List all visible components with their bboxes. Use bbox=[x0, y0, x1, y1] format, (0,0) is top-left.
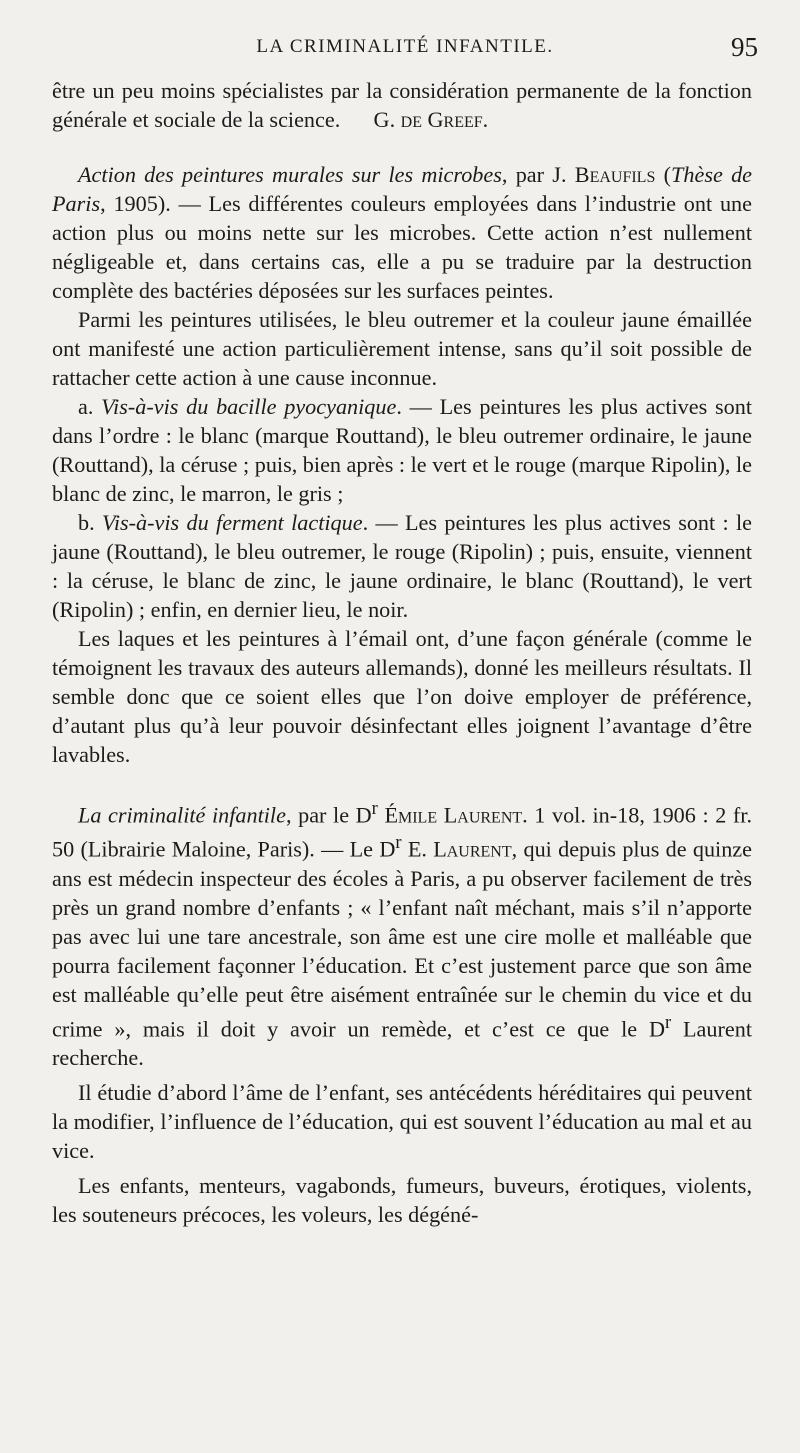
review-1-ending bbox=[52, 76, 752, 134]
review-3-text: , qui depuis plus de quinze ans est médecin inspecteur des écoles à Paris, a pu observer facilement de très près un grand nombre d’enfants ; « l’enfant naît méchant, mais s’il n’apporte pas avec lui une tare ancestrale, son âme est une cire molle et malléable que pourra facilement façonner l’éducation. Et c’est justement parce que son âme est malléable qu’elle peut être aisément entraînée sur le chemin du vice et du crime », mais il doit y avoir un remède, et c’est ce que le D bbox=[52, 836, 752, 1042]
review-1-signature: G. de Greef. bbox=[373, 107, 489, 132]
review-2-by: , par J. bbox=[501, 162, 575, 187]
item-a-text: . — Les peintures les plus actives sont dans l’ordre : le blanc (marque Routtand), le bleu outremer ordinaire, le jaune (Routtand), la céruse ; puis, bien après : le vert et le rouge (marque Ripolin), le blanc de zinc, le marron, le gris ; bbox=[52, 394, 752, 506]
review-2-paragraph-1: Action des peintures murales sur les microbes, par J. Beaufils (Thèse de Paris, 1905). — Les différentes couleurs employées dans l’industrie ont une action plus ou moins nette sur les microbes. Cette action n’est nullement négligeable et, dans certains cas, elle a pu se traduire par la destruction complète des bactéries déposées sur les surfaces peintes. bbox=[52, 162, 753, 303]
running-title: LA CRIMINALITÉ INFANTILE. bbox=[256, 36, 554, 57]
dr-superscript: r bbox=[665, 1012, 672, 1033]
page-number: 95 bbox=[731, 32, 758, 62]
review-3-author: Émile Laurent bbox=[384, 802, 523, 828]
review-3-ref: . 1 vol. in-18, 1906 : 2 fr. 50 (Librairie Maloine, Paris). — Le D bbox=[52, 802, 753, 862]
review-2-paragraph-2: Parmi les peintures utilisées, le bleu outremer et la couleur jaune émaillée ont manifesté une action particulièrement intense, sans qu’il soit possible de rattacher cette action à une cause inconnue. bbox=[52, 307, 752, 390]
review-2-item-a bbox=[52, 392, 752, 508]
dr-superscript: r bbox=[371, 799, 378, 819]
review-3-paragraph-1 bbox=[52, 795, 752, 1072]
review-2-item-b bbox=[52, 508, 752, 624]
review-3-paragraph-2: Il étudie d’abord l’âme de l’enfant, ses antécédents héréditaires qui peuvent la modifier, l’influence de l’éducation, qui est souvent l’éducation au mal et au vice. bbox=[52, 1080, 752, 1164]
item-b-text: . — Les peintures les plus actives sont : le jaune (Routtand), le bleu outremer, le rouge (Ripolin) ; puis, ensuite, viennent : la céruse, le blanc de zinc, le jaune ordinaire, le blanc (Routtand), le vert (Ripolin) ; enfin, en dernier lieu, le noir. bbox=[52, 510, 753, 622]
item-a-prefix: a. bbox=[78, 394, 102, 419]
review-2-title: Action des peintures murales sur les microbes bbox=[78, 162, 502, 187]
review-3-paragraph-3: Les enfants, menteurs, vagabonds, fumeurs, buveurs, érotiques, violents, les souteneurs précoces, les voleurs, les dégéné- bbox=[52, 1173, 752, 1228]
item-b-title: Vis-à-vis du ferment lactique bbox=[101, 510, 363, 535]
review-2-paragraph-4: Les laques et les peintures à l’émail ont, d’une façon générale (comme le témoignent les travaux des auteurs allemands), donné les meilleurs résultats. Il semble donc que ce soient elles que l’on doive employer de préférence, d’autant plus qu’à leur pouvoir désinfectant elles joignent l’avantage d’être lavables. bbox=[52, 626, 752, 767]
body-text bbox=[52, 76, 752, 1229]
review-3-author-short: E. Laurent bbox=[407, 836, 512, 862]
review-3-text-end: Laurent recherche. bbox=[52, 1016, 752, 1071]
item-b-prefix: b. bbox=[78, 510, 102, 535]
review-2-author: Beaufils bbox=[574, 162, 656, 187]
review-2-thesis: Thèse de Paris bbox=[52, 162, 753, 216]
review-3-by: , par le D bbox=[285, 802, 372, 828]
item-a-title: Vis-à-vis du bacille pyocyanique bbox=[101, 394, 397, 419]
page-header bbox=[52, 34, 758, 64]
dr-superscript: r bbox=[395, 833, 402, 854]
review-3-title: La criminalité infantile bbox=[78, 802, 286, 828]
review-2-ref-text: , 1905). — Les différentes couleurs employées dans l’industrie ont une action plus ou moins nette sur les microbes. Cette action n’est nullement négligeable et, dans certains cas, elle a pu se traduire par la destruction complète des bactéries déposées sur les surfaces peintes. bbox=[52, 191, 752, 303]
review-1-text: être un peu moins spécialistes par la considération permanente de la fonction générale et sociale de la science. bbox=[52, 78, 752, 132]
